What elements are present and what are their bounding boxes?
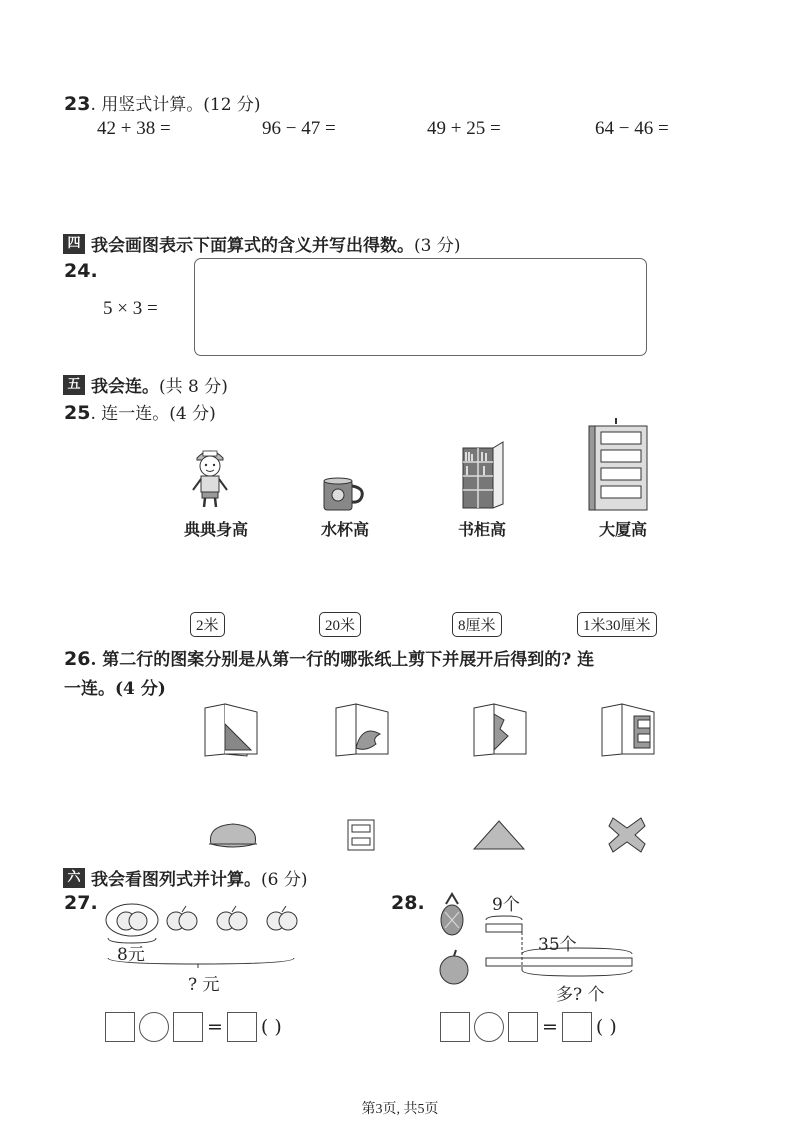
- label-bookcase-height: 书柜高: [457, 520, 506, 539]
- total-label: ? 元: [188, 975, 220, 995]
- folded-paper-rectangles: [600, 702, 660, 758]
- question-24-equation: 5 × 3 =: [103, 298, 158, 319]
- question-text: . 第二行的图案分别是从第一行的哪张纸上剪下并展开后得到的? 连: [90, 650, 595, 670]
- question-26-line1: [64, 645, 594, 670]
- q28-answer-row: [440, 1012, 617, 1042]
- section-6-heading: [63, 865, 307, 890]
- top-count-label: 9个: [492, 895, 520, 915]
- operator-circle[interactable]: [474, 1012, 504, 1042]
- answer-box[interactable]: [440, 1012, 470, 1042]
- equals-sign: =: [542, 1016, 558, 1038]
- question-25-heading: [64, 399, 216, 424]
- answer-box[interactable]: [105, 1012, 135, 1042]
- question-text: . 连一连。(4 分): [90, 404, 216, 424]
- section-5-heading: [63, 372, 228, 397]
- triangle-shape: [471, 818, 527, 852]
- page-footer: 第3页, 共5页: [361, 1102, 439, 1117]
- section-badge: 四: [63, 234, 85, 254]
- folded-paper-peach: [334, 702, 394, 758]
- question-27-number: 27.: [64, 892, 98, 914]
- section-points: (共 8 分): [159, 377, 228, 397]
- unit-parentheses[interactable]: ( ): [595, 1016, 617, 1038]
- equals-sign: =: [207, 1016, 223, 1038]
- right-count-label: 35个: [538, 935, 577, 955]
- q27-answer-row: [105, 1012, 282, 1042]
- question-26-line2: 一连。(4 分): [64, 679, 166, 699]
- equation-4: 64 − 46 =: [595, 118, 669, 139]
- equation-1: 42 + 38 =: [97, 118, 171, 139]
- option-1m30cm[interactable]: 1米30厘米: [577, 612, 657, 637]
- section-title: 我会看图列式并计算。: [91, 870, 261, 890]
- cup-illustration: [320, 476, 368, 512]
- question-text: . 用竖式计算。(12 分): [90, 95, 261, 115]
- price-label: 8元: [117, 945, 145, 965]
- equation-3: 49 + 25 =: [427, 118, 501, 139]
- question-28-number: 28.: [391, 892, 425, 914]
- section-points: (6 分): [261, 870, 308, 890]
- folded-paper-cross: [472, 702, 532, 758]
- section-4-heading: [63, 231, 460, 256]
- difference-label: 多? 个: [556, 985, 605, 1005]
- section-title: 我会画图表示下面算式的含义并写出得数。: [91, 236, 414, 256]
- drawing-area[interactable]: [194, 258, 647, 356]
- section-points: (3 分): [414, 236, 461, 256]
- label-building-height: 大厦高: [598, 520, 647, 539]
- label-boy-height: 典典身高: [183, 520, 248, 539]
- section-badge: 五: [63, 375, 85, 395]
- label-cup-height: 水杯高: [320, 520, 369, 539]
- answer-box[interactable]: [562, 1012, 592, 1042]
- answer-box[interactable]: [227, 1012, 257, 1042]
- peach-shape: [205, 818, 261, 852]
- rectangles-shape: [346, 818, 376, 852]
- folded-paper-triangle: [203, 702, 263, 758]
- section-badge: 六: [63, 868, 85, 888]
- equation-2: 96 − 47 =: [262, 118, 336, 139]
- option-8cm[interactable]: 8厘米: [452, 612, 502, 637]
- question-number: 26: [64, 648, 91, 670]
- answer-box[interactable]: [508, 1012, 538, 1042]
- unit-parentheses[interactable]: ( ): [260, 1016, 282, 1038]
- question-24-number: 24.: [64, 260, 98, 282]
- question-23-heading: [64, 90, 261, 115]
- question-number: 25: [64, 402, 91, 424]
- option-20m[interactable]: 20米: [319, 612, 361, 637]
- cross-shape: [605, 814, 649, 856]
- operator-circle[interactable]: [139, 1012, 169, 1042]
- answer-box[interactable]: [173, 1012, 203, 1042]
- option-2m[interactable]: 2米: [190, 612, 225, 637]
- boy-illustration: [185, 442, 235, 510]
- question-number: 23: [64, 93, 91, 115]
- building-illustration: [587, 416, 653, 512]
- comparison-diagram: [436, 890, 636, 990]
- section-title: 我会连。: [91, 377, 159, 397]
- bookcase-illustration: [457, 440, 507, 510]
